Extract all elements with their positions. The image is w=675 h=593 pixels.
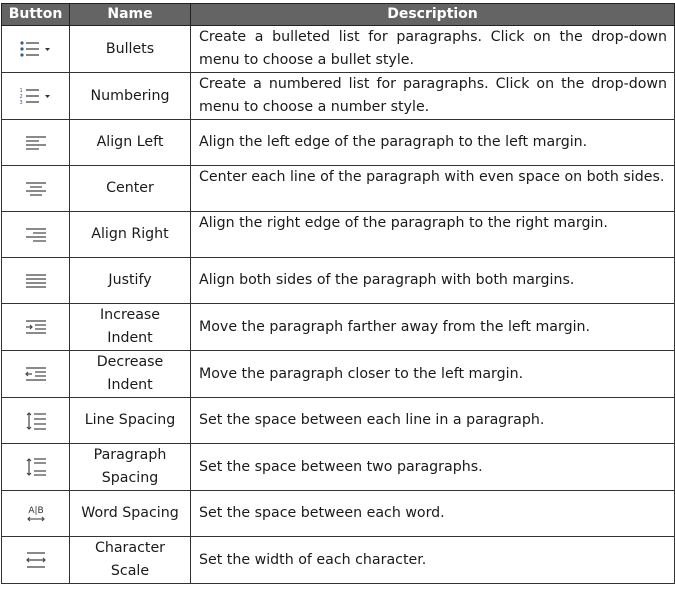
- numbering-icon: [19, 86, 53, 106]
- button-cell: [2, 73, 70, 120]
- table-row: [2, 166, 675, 212]
- align-right-icon: [25, 227, 47, 243]
- button-cell: [2, 212, 70, 258]
- button-reference-table: [1, 3, 675, 584]
- justify-icon: [25, 273, 47, 289]
- button-cell: [2, 120, 70, 166]
- button-cell: [2, 537, 70, 584]
- description-cell: Set the width of each character.: [191, 537, 675, 584]
- name-cell: Increase Indent: [70, 304, 191, 351]
- name-cell: Decrease Indent: [70, 351, 191, 398]
- table-row: [2, 73, 675, 120]
- description-cell: Align the right edge of the paragraph to the right margin.: [191, 212, 675, 258]
- button-cell: [2, 351, 70, 398]
- table-row: [2, 444, 675, 491]
- header-row: [2, 4, 675, 26]
- button-cell: [2, 444, 70, 491]
- button-cell: [2, 166, 70, 212]
- name-cell: Bullets: [70, 26, 191, 73]
- align-left-icon: [25, 135, 47, 151]
- description-cell: Move the paragraph farther away from the left margin.: [191, 304, 675, 351]
- table-row: [2, 26, 675, 73]
- description-cell: Align the left edge of the paragraph to the left margin.: [191, 120, 675, 166]
- description-cell: Create a numbered list for paragraphs. Click on the drop-down menu to choose a number style.: [191, 73, 675, 120]
- line-spacing-icon: [25, 411, 47, 431]
- header-description: Description: [191, 4, 675, 26]
- character-scale-icon: [25, 550, 47, 570]
- name-cell: Align Right: [70, 212, 191, 258]
- description-cell: Align both sides of the paragraph with both margins.: [191, 258, 675, 304]
- button-cell: [2, 491, 70, 537]
- table-row: [2, 212, 675, 258]
- button-cell: [2, 304, 70, 351]
- table-row: [2, 351, 675, 398]
- svg-text:2: 2: [19, 94, 23, 100]
- button-cell: [2, 398, 70, 444]
- header-name: Name: [70, 4, 191, 26]
- table-row: [2, 258, 675, 304]
- button-cell: [2, 26, 70, 73]
- table-row: [2, 304, 675, 351]
- align-center-icon: [25, 181, 47, 197]
- name-cell: Line Spacing: [70, 398, 191, 444]
- name-cell: Character Scale: [70, 537, 191, 584]
- description-cell: Set the space between two paragraphs.: [191, 444, 675, 491]
- description-cell: Create a bulleted list for paragraphs. Click on the drop-down menu to choose a bullet style.: [191, 26, 675, 73]
- name-cell: Center: [70, 166, 191, 212]
- name-cell: Paragraph Spacing: [70, 444, 191, 491]
- word-spacing-icon: [25, 504, 47, 524]
- word-spacing-icon-label: A|B: [27, 505, 44, 516]
- description-cell: Move the paragraph closer to the left margin.: [191, 351, 675, 398]
- table-row: [2, 491, 675, 537]
- bullets-icon: [19, 39, 53, 59]
- name-cell: Numbering: [70, 73, 191, 120]
- table-row: [2, 120, 675, 166]
- decrease-indent-icon: [25, 366, 47, 382]
- name-cell: Word Spacing: [70, 491, 191, 537]
- name-cell: Justify: [70, 258, 191, 304]
- table-row: [2, 398, 675, 444]
- name-cell: Align Left: [70, 120, 191, 166]
- increase-indent-icon: [25, 319, 47, 335]
- header-button: Button: [2, 4, 70, 26]
- svg-text:1: 1: [19, 88, 23, 94]
- button-cell: [2, 258, 70, 304]
- paragraph-spacing-icon: [25, 457, 47, 477]
- table-row: [2, 537, 675, 584]
- svg-text:3: 3: [19, 100, 23, 106]
- description-cell: Set the space between each word.: [191, 491, 675, 537]
- description-cell: Center each line of the paragraph with even space on both sides.: [191, 166, 675, 212]
- description-cell: Set the space between each line in a paragraph.: [191, 398, 675, 444]
